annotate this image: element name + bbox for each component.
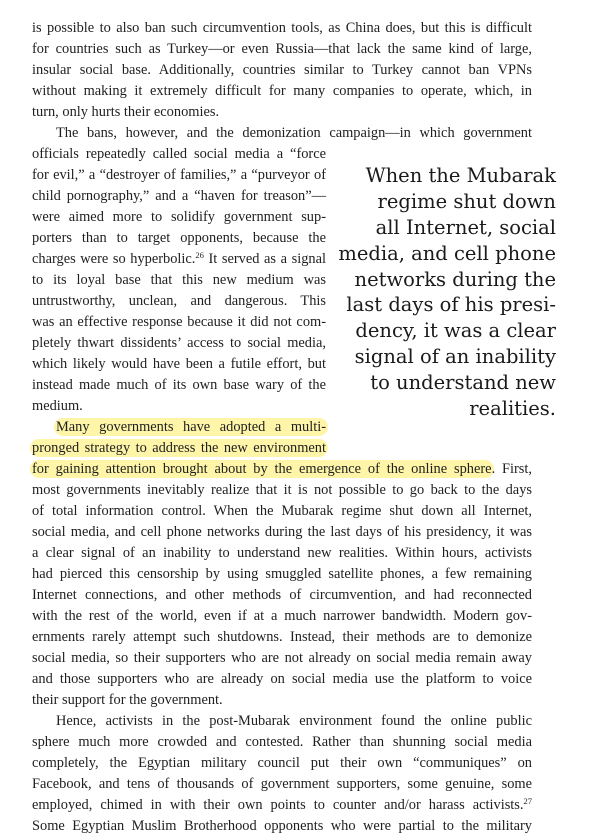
- body-line: for countries such as Turkey—or even Russia—that lack the same kind of large,: [32, 41, 532, 57]
- body-line: ernments rarely attempt such shutdowns. Instead, their methods are to demonize: [32, 629, 532, 645]
- body-line: to its loyal base that this new medium was: [32, 272, 326, 288]
- body-line: social media, and cell phone networks during the last days of his presidency, it was: [32, 524, 532, 540]
- body-line: social media, so their supporters who are not already on social media remain away: [32, 650, 532, 666]
- body-line: with the rest of the world, even if at a much narrower bandwidth. Modern gov-: [32, 608, 532, 624]
- footnote-marker: 27: [523, 796, 532, 806]
- body-line: Some Egyptian Muslim Brotherhood opponents who were partial to the military: [32, 818, 532, 834]
- body-line: and those supporters who are already on social media use the platform to voice: [32, 671, 532, 687]
- body-line: Internet connections, and other methods of circumvention, and had reconnected: [32, 587, 532, 603]
- body-line: of total information control. When the Mubarak regime shut down all Internet,: [32, 503, 532, 519]
- paragraph-first-line: The bans, however, and the demonization campaign—in which government: [56, 125, 532, 141]
- body-text: It served as a signal: [203, 251, 326, 267]
- body-line: had pierced this censorship by using smuggled satellite phones, a few remaining: [32, 566, 532, 582]
- pull-quote-line: signal of an inability: [354, 345, 556, 368]
- highlighted-line: [32, 438, 326, 458]
- body-text: . First,: [491, 461, 533, 477]
- body-line: porters than to target opponents, because the: [32, 230, 326, 246]
- body-line: for evil,” a “destroyer of families,” a “purveyor of: [32, 167, 326, 183]
- pull-quote-line: regime shut down: [377, 190, 556, 213]
- body-line: insular social base. Additionally, countries similar to Turkey cannot ban VPNs: [32, 62, 532, 78]
- pull-quote-line: last days of his presi-: [346, 293, 556, 316]
- body-line: completely, the Egyptian military council put their own “communiques” on: [32, 755, 532, 771]
- body-line: medium.: [32, 398, 83, 414]
- text-highlight: pronged strategy to address the new environment: [32, 440, 326, 456]
- body-line: a clear signal of an inability to understand new realities. Within hours, activists: [32, 545, 532, 561]
- pull-quote-line: to understand new: [370, 371, 556, 394]
- pull-quote-line: all Internet, social: [375, 216, 556, 239]
- body-line: untrustworthy, unclean, and dangerous. This: [32, 293, 326, 309]
- body-line: child pornography,” and a “haven for treason”—: [32, 188, 326, 204]
- body-line: [32, 249, 326, 269]
- body-line: Facebook, and tens of thousands of government supporters, some genuine, some: [32, 776, 532, 792]
- highlighted-line: [32, 459, 532, 479]
- pull-quote-line: dency, it was a clear: [355, 319, 556, 342]
- body-line: turn, only hurts their economies.: [32, 104, 220, 120]
- body-line: were aimed more to solidify government sup-: [32, 209, 326, 225]
- body-line: most governments inevitably realize that it is not possible to go back to the days: [32, 482, 532, 498]
- pull-quote-line: realities.: [469, 397, 556, 420]
- body-line: [32, 795, 532, 815]
- text-highlight: Many governments have adopted a multi-: [56, 419, 326, 435]
- body-line: instead made much of its own base wary of the: [32, 377, 326, 393]
- body-line: without making it extremely difficult for many companies to operate, which, in: [32, 83, 532, 99]
- body-line: officials repeatedly called social media a “force: [32, 146, 326, 162]
- text-highlight: for gaining attention brought about by the emergence of the online sphere: [32, 461, 492, 477]
- pull-quote-line: When the Mubarak: [365, 164, 556, 187]
- highlighted-line: [32, 417, 326, 437]
- body-line: sphere much more crowded and contested. Rather than shunning social media: [32, 734, 532, 750]
- body-line: which likely would have been a futile effort, but: [32, 356, 326, 372]
- paragraph-first-line: Hence, activists in the post-Mubarak environment found the online public: [56, 713, 532, 729]
- body-line: pletely thwart dissidents’ access to social media,: [32, 335, 326, 351]
- pull-quote-line: media, and cell phone: [338, 242, 556, 265]
- body-text: charges were so hyperbolic.: [32, 251, 196, 267]
- body-line: is possible to also ban such circumvention tools, as China does, but this is difficult: [32, 20, 532, 36]
- body-line: their support for the government.: [32, 692, 223, 708]
- body-line: was an effective response because it did not com-: [32, 314, 326, 330]
- footnote-marker: 26: [195, 250, 204, 260]
- pull-quote-line: networks during the: [354, 268, 556, 291]
- body-text: employed, chimed in with their own points to counter and/or harass activists.: [32, 797, 524, 813]
